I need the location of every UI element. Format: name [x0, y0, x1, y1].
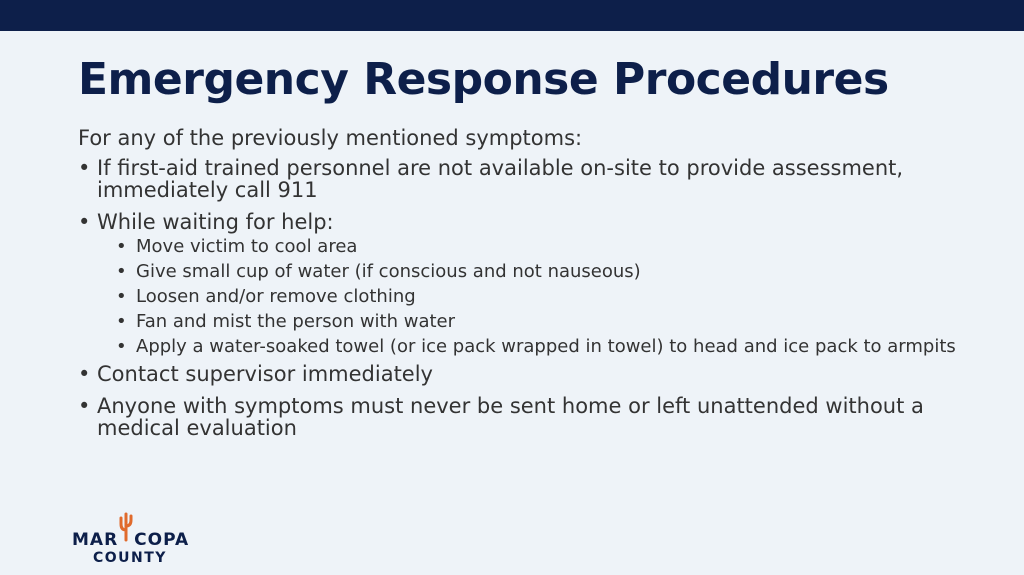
- bullet-list: [78, 157, 958, 439]
- slide-title: Emergency Response Procedures: [78, 54, 889, 105]
- bullet-item: [78, 211, 958, 357]
- sub-bullet-item: • Apply a water-soaked towel (or ice pack wrapped in towel) to head and ice pack to armpits: [97, 337, 958, 357]
- top-banner: [0, 0, 1024, 31]
- bullet-item: [78, 157, 958, 201]
- logo-text-left: MAR: [72, 530, 119, 550]
- sub-bullet-item: • Give small cup of water (if conscious and not nauseous): [97, 262, 958, 282]
- slide-body: [78, 125, 958, 449]
- logo-wordmark: [72, 530, 189, 550]
- logo-text-county: COUNTY: [93, 550, 167, 566]
- maricopa-county-logo: [72, 510, 196, 568]
- logo-text-right: COPA: [134, 530, 190, 550]
- sub-bullet-item: • Loosen and/or remove clothing: [97, 287, 958, 307]
- bullet-text: Anyone with symptoms must never be sent home or left unattended without a medical evaluation: [97, 394, 924, 440]
- sub-bullet-list: [97, 237, 958, 357]
- sub-bullet-item: • Move victim to cool area: [97, 237, 958, 257]
- bullet-item: [78, 363, 958, 385]
- bullet-text: While waiting for help:: [97, 210, 334, 234]
- bullet-text: If first-aid trained personnel are not available on-site to provide assessment, immediately call 911: [97, 156, 904, 202]
- bullet-text: Contact supervisor immediately: [97, 362, 433, 386]
- bullet-item: [78, 395, 958, 439]
- sub-bullet-item: • Fan and mist the person with water: [97, 312, 958, 332]
- intro-text: For any of the previously mentioned symptoms:: [78, 126, 583, 150]
